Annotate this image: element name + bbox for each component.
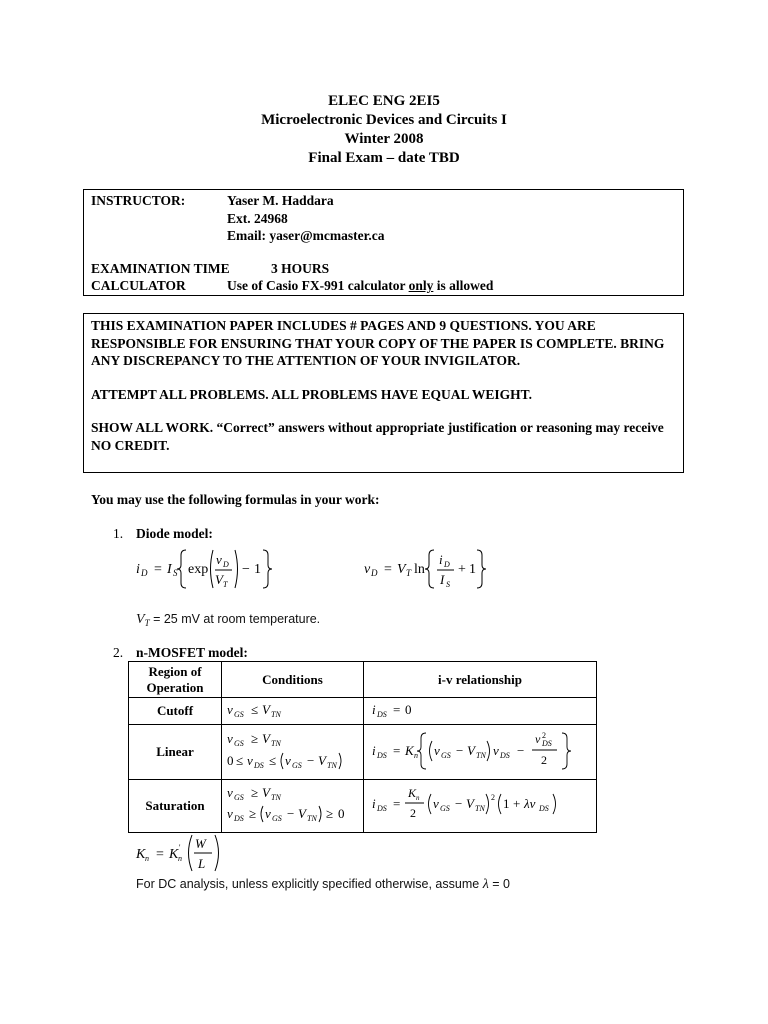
svg-text:2: 2 xyxy=(541,753,547,767)
region-linear: Linear xyxy=(129,725,222,780)
svg-text:D: D xyxy=(141,568,148,578)
table-row xyxy=(129,725,597,780)
svg-text:+: + xyxy=(458,562,466,577)
exam-time-value: 3 HOURS xyxy=(271,260,330,276)
svg-text:≥: ≥ xyxy=(251,731,259,746)
svg-text:I: I xyxy=(167,562,172,577)
svg-text:DS: DS xyxy=(234,814,244,823)
svg-text:=: = xyxy=(156,847,164,862)
svg-text:V: V xyxy=(262,785,270,800)
svg-text:TN: TN xyxy=(271,739,281,748)
svg-text:TN: TN xyxy=(271,710,281,719)
svg-text:V: V xyxy=(397,562,406,577)
notice-attempt: ATTEMPT ALL PROBLEMS. ALL PROBLEMS HAVE EQUAL WEIGHT. xyxy=(91,386,532,402)
table-row xyxy=(129,698,597,725)
svg-text:TN: TN xyxy=(476,751,486,760)
svg-text:v: v xyxy=(216,552,222,567)
kn-equation xyxy=(134,831,234,875)
svg-text:DS: DS xyxy=(539,804,549,813)
svg-text:i: i xyxy=(372,743,376,758)
svg-text:W: W xyxy=(195,836,206,851)
svg-text:i: i xyxy=(136,562,140,577)
svg-text:I: I xyxy=(440,572,445,587)
svg-text:n: n xyxy=(414,751,418,760)
notice-pages: THIS EXAMINATION PAPER INCLUDES # PAGES AND 9 QUESTIONS. YOU ARE RESPONSIBLE FOR ENSURING THAT YOUR COPY OF THE PAPER IS COMPLETE. BRING ANY DISCREPANCY TO THE ATTENTION OF YOUR INVIGILATOR. xyxy=(91,318,665,368)
svg-text:1: 1 xyxy=(254,562,261,577)
svg-text:TN: TN xyxy=(271,793,281,802)
svg-text:V: V xyxy=(215,572,223,587)
svg-text:=: = xyxy=(384,562,392,577)
svg-text:v: v xyxy=(227,702,233,717)
svg-text:V: V xyxy=(318,753,326,768)
svg-text:i: i xyxy=(372,702,376,717)
svg-text:v: v xyxy=(364,562,371,577)
svg-text:D: D xyxy=(371,568,378,578)
instructor-info-box xyxy=(83,189,684,296)
linear-conditions xyxy=(222,725,364,780)
svg-text:2: 2 xyxy=(491,793,495,802)
svg-text:ln: ln xyxy=(414,562,425,577)
svg-text:V: V xyxy=(467,743,475,758)
svg-text:≤: ≤ xyxy=(269,753,277,768)
svg-text:v: v xyxy=(493,743,499,758)
svg-text:S: S xyxy=(446,580,450,589)
instructor-name: Yaser M. Haddara xyxy=(227,193,334,208)
svg-text:n: n xyxy=(416,794,420,802)
svg-text:T: T xyxy=(406,568,412,578)
svg-text:GS: GS xyxy=(234,710,244,719)
course-name: Microelectronic Devices and Circuits I xyxy=(261,112,507,128)
svg-text:0: 0 xyxy=(338,806,345,821)
svg-text:DS: DS xyxy=(377,710,387,719)
region-cutoff: Cutoff xyxy=(129,698,222,725)
instructor-email: Email: yaser@mcmaster.ca xyxy=(227,228,385,243)
item-label: Diode model: xyxy=(136,526,213,541)
svg-text:GS: GS xyxy=(234,739,244,748)
svg-text:V: V xyxy=(262,731,270,746)
svg-text:=: = xyxy=(393,702,401,717)
svg-text:1: 1 xyxy=(469,562,476,577)
dc-analysis-note: For DC analysis, unless explicitly specified otherwise, assume λ = 0 xyxy=(136,877,510,892)
svg-text:2: 2 xyxy=(542,731,546,740)
notice-show-work: SHOW ALL WORK. “Correct” answers without appropriate justification or reasoning may receive NO CREDIT. xyxy=(91,420,664,453)
svg-text:≤: ≤ xyxy=(236,753,244,768)
header-region: Region of Operation xyxy=(129,662,222,698)
header-conditions: Conditions xyxy=(222,662,364,698)
svg-text:−: − xyxy=(287,806,295,821)
table-row xyxy=(129,780,597,833)
svg-text:DS: DS xyxy=(542,739,552,748)
region-saturation: Saturation xyxy=(129,780,222,833)
svg-text:GS: GS xyxy=(292,761,302,770)
svg-text:V: V xyxy=(466,796,474,811)
calculator-label: CALCULATOR xyxy=(91,278,186,293)
svg-text:1: 1 xyxy=(503,796,510,811)
svg-text:−: − xyxy=(307,753,315,768)
svg-text:n: n xyxy=(178,854,182,863)
svg-text:i: i xyxy=(439,552,443,567)
svg-text:TN: TN xyxy=(327,761,337,770)
svg-text:−: − xyxy=(242,562,250,577)
svg-text:L: L xyxy=(198,856,206,871)
svg-text:+: + xyxy=(513,796,521,811)
svg-text:−: − xyxy=(456,743,464,758)
exam-notice-box xyxy=(83,313,684,473)
cutoff-relationship xyxy=(364,698,597,725)
svg-text:V: V xyxy=(298,806,306,821)
svg-text:GS: GS xyxy=(234,793,244,802)
instructor-ext: Ext. 24968 xyxy=(227,210,288,226)
svg-text:D: D xyxy=(444,560,450,569)
svg-text:≥: ≥ xyxy=(251,785,259,800)
svg-text:v: v xyxy=(535,732,541,746)
svg-text:GS: GS xyxy=(441,751,451,760)
svg-text:GS: GS xyxy=(440,804,450,813)
svg-text:v: v xyxy=(247,753,253,768)
svg-text:≥: ≥ xyxy=(326,806,334,821)
mosfet-table xyxy=(128,661,597,833)
svg-text:V: V xyxy=(262,702,270,717)
instructor-label: INSTRUCTOR: xyxy=(91,193,186,208)
table-header-row xyxy=(129,662,597,698)
svg-text:exp: exp xyxy=(188,562,209,577)
cutoff-condition xyxy=(222,698,364,725)
thermal-voltage-note: $V_T = 25$ mV at room temperature. xyxy=(136,612,321,628)
diode-voltage-equation xyxy=(362,545,492,591)
svg-text:−: − xyxy=(517,743,525,758)
svg-text:v: v xyxy=(227,731,233,746)
svg-text:TN: TN xyxy=(307,814,317,823)
calculator-rule: Use of Casio FX-991 calculator only is allowed xyxy=(227,278,494,293)
svg-text:v: v xyxy=(285,753,291,768)
svg-text:0: 0 xyxy=(227,753,234,768)
svg-text:K: K xyxy=(136,847,146,862)
svg-text:TN: TN xyxy=(475,804,485,813)
svg-text:λv: λv xyxy=(524,796,536,811)
svg-text:=: = xyxy=(393,796,401,811)
svg-text:': ' xyxy=(179,843,181,852)
svg-text:v: v xyxy=(433,796,439,811)
svg-text:v: v xyxy=(265,806,271,821)
svg-text:2: 2 xyxy=(410,806,416,820)
svg-text:T: T xyxy=(223,580,228,589)
term: Winter 2008 xyxy=(344,131,424,147)
svg-text:GS: GS xyxy=(272,814,282,823)
formulas-intro: You may use the following formulas in your work: xyxy=(91,492,380,507)
item-label: n-MOSFET model: xyxy=(136,645,248,660)
svg-text:K: K xyxy=(408,786,417,800)
svg-text:DS: DS xyxy=(377,751,387,760)
saturation-conditions xyxy=(222,780,364,833)
exam-title-block xyxy=(0,92,768,168)
svg-text:≥: ≥ xyxy=(249,806,257,821)
svg-text:n: n xyxy=(145,854,149,863)
svg-text:D: D xyxy=(223,560,229,569)
linear-relationship xyxy=(364,725,597,780)
svg-text:i: i xyxy=(372,796,376,811)
svg-text:=: = xyxy=(154,562,162,577)
svg-text:DS: DS xyxy=(377,804,387,813)
svg-text:0: 0 xyxy=(405,702,412,717)
svg-text:=: = xyxy=(393,743,401,758)
item-number: 2. xyxy=(113,645,124,660)
svg-text:v: v xyxy=(227,785,233,800)
exam-time-label: EXAMINATION TIME xyxy=(91,260,230,276)
exam-name: Final Exam – date TBD xyxy=(308,150,460,166)
svg-text:K: K xyxy=(169,847,179,862)
svg-text:≤: ≤ xyxy=(251,702,259,717)
svg-text:DS: DS xyxy=(500,751,510,760)
svg-text:S: S xyxy=(173,568,178,578)
svg-text:K: K xyxy=(405,743,414,758)
svg-text:v: v xyxy=(227,806,233,821)
item-number: 1. xyxy=(113,526,124,541)
course-code: ELEC ENG 2EI5 xyxy=(328,93,440,109)
saturation-relationship xyxy=(364,780,597,833)
svg-text:−: − xyxy=(455,796,463,811)
svg-text:DS: DS xyxy=(254,761,264,770)
diode-current-equation xyxy=(134,545,284,591)
svg-text:v: v xyxy=(434,743,440,758)
header-iv: i-v relationship xyxy=(364,662,597,698)
